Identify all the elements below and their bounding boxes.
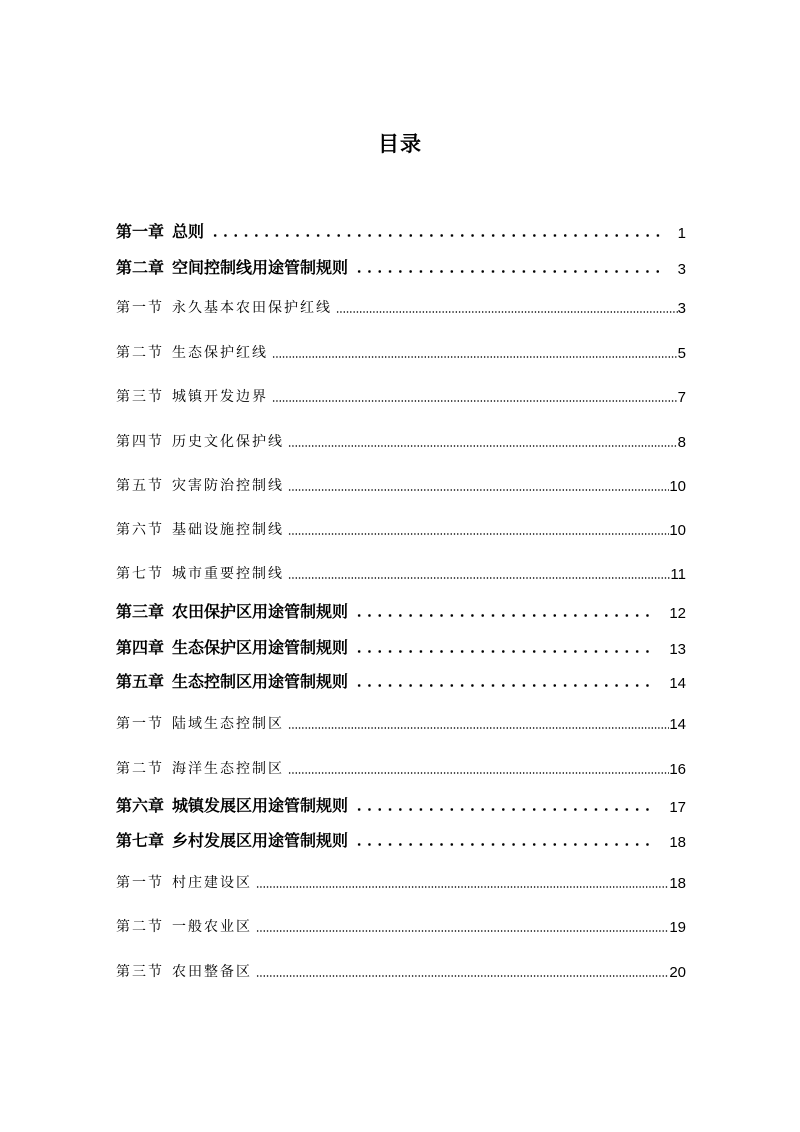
toc-entry-page: 13 — [669, 641, 686, 658]
toc-entry-title: 村庄建设区 — [172, 875, 252, 891]
toc-entry-number: 第四节 — [116, 434, 164, 450]
toc-entry-number: 第四章 — [116, 638, 165, 657]
toc-entry-page: 8 — [677, 434, 686, 451]
toc-entry-section[interactable] — [116, 297, 686, 317]
toc-entry-page: 17 — [669, 799, 686, 816]
toc-entry-label — [116, 475, 284, 495]
toc-entry-page: 10 — [669, 478, 686, 495]
toc-entry-title: 灾害防治控制线 — [172, 478, 284, 494]
dot-leader — [350, 600, 661, 622]
toc-entry-page: 7 — [677, 389, 686, 406]
toc-entry-page: 3 — [677, 261, 686, 278]
toc-entry-title: 陆域生态控制区 — [172, 716, 284, 732]
toc-entry-number: 第一节 — [116, 300, 164, 316]
toc-entry-section[interactable] — [116, 916, 686, 936]
toc-entry-chapter[interactable] — [116, 220, 686, 242]
toc-entry-page: 3 — [677, 300, 686, 317]
toc-entry-number: 第一节 — [116, 716, 164, 732]
toc-entry-title: 基础设施控制线 — [172, 522, 284, 538]
toc-entry-chapter[interactable] — [116, 794, 686, 816]
dot-leader — [350, 794, 661, 816]
dot-leader — [336, 297, 678, 317]
toc-entry-number: 第五章 — [116, 672, 165, 691]
toc-entry-number: 第七章 — [116, 831, 165, 850]
toc-entry-number: 第二节 — [116, 919, 164, 935]
toc-entry-number: 第六章 — [116, 796, 165, 815]
toc-entry-title: 永久基本农田保护红线 — [172, 300, 332, 316]
toc-entry-title: 生态控制区用途管制规则 — [172, 672, 349, 691]
toc-entry-page: 18 — [669, 875, 686, 892]
toc-entry-title: 海洋生态控制区 — [172, 761, 284, 777]
toc-entry-title: 生态保护区用途管制规则 — [172, 638, 349, 657]
toc-entry-title: 城市重要控制线 — [172, 566, 284, 582]
toc-entry-label — [116, 219, 204, 242]
toc-entry-title: 城镇开发边界 — [172, 389, 268, 405]
toc-entry-number: 第三节 — [116, 964, 164, 980]
toc-entry-chapter[interactable] — [116, 256, 686, 278]
toc-entry-title: 历史文化保护线 — [172, 434, 284, 450]
toc-entry-number: 第一节 — [116, 875, 164, 891]
toc-entry-number: 第五节 — [116, 478, 164, 494]
toc-entry-title: 空间控制线用途管制规则 — [172, 258, 349, 277]
toc-entry-number: 第七节 — [116, 566, 164, 582]
dot-leader — [272, 342, 678, 362]
dot-leader — [288, 563, 670, 583]
toc-entry-number: 第三章 — [116, 602, 165, 621]
toc-entry-page: 14 — [669, 716, 686, 733]
toc-entry-label — [116, 713, 284, 733]
toc-entry-page: 20 — [669, 964, 686, 981]
dot-leader — [288, 475, 669, 495]
toc-entry-number: 第二节 — [116, 345, 164, 361]
toc-entry-section[interactable] — [116, 431, 686, 451]
toc-entry-label — [116, 519, 284, 539]
toc-entry-section[interactable] — [116, 342, 686, 362]
toc-entry-section[interactable] — [116, 563, 686, 583]
toc-entry-section[interactable] — [116, 519, 686, 539]
toc-entry-number: 第三节 — [116, 389, 164, 405]
dot-leader — [288, 519, 669, 539]
toc-entry-section[interactable] — [116, 758, 686, 778]
toc-entry-title: 总则 — [172, 222, 205, 241]
toc-entry-label — [116, 758, 284, 778]
toc-entry-chapter[interactable] — [116, 670, 686, 692]
toc-entry-label — [116, 828, 348, 851]
toc-entry-chapter[interactable] — [116, 636, 686, 658]
toc-entry-title: 一般农业区 — [172, 919, 252, 935]
toc-entry-label — [116, 669, 348, 692]
toc-entry-section[interactable] — [116, 961, 686, 981]
toc-entry-label — [116, 599, 348, 622]
toc-entry-section[interactable] — [116, 475, 686, 495]
toc-entry-page: 5 — [677, 345, 686, 362]
toc-entry-label — [116, 342, 268, 362]
dot-leader — [350, 636, 661, 658]
toc-entry-section[interactable] — [116, 872, 686, 892]
toc-entry-label — [116, 793, 348, 816]
toc-entry-page: 16 — [669, 761, 686, 778]
toc-entry-label — [116, 872, 252, 892]
toc-entry-label — [116, 961, 252, 981]
toc-entry-chapter[interactable] — [116, 829, 686, 851]
dot-leader — [288, 758, 669, 778]
toc-entry-chapter[interactable] — [116, 600, 686, 622]
toc-entry-label — [116, 255, 348, 278]
dot-leader — [288, 713, 669, 733]
toc-entry-number: 第一章 — [116, 222, 165, 241]
toc-entry-label — [116, 297, 332, 317]
toc-entry-title: 城镇发展区用途管制规则 — [172, 796, 349, 815]
dot-leader — [206, 220, 670, 242]
toc-entry-section[interactable] — [116, 386, 686, 406]
dot-leader — [350, 256, 670, 278]
toc-entry-page: 14 — [669, 675, 686, 692]
toc-entry-number: 第六节 — [116, 522, 164, 538]
dot-leader — [256, 872, 669, 892]
dot-leader — [350, 670, 661, 692]
toc-entry-page: 12 — [669, 605, 686, 622]
toc-entry-title: 农田整备区 — [172, 964, 252, 980]
toc-entry-page: 1 — [677, 225, 686, 242]
dot-leader — [288, 431, 678, 451]
dot-leader — [272, 386, 678, 406]
toc-entry-page: 19 — [669, 919, 686, 936]
toc-entry-page: 10 — [669, 522, 686, 539]
toc-entry-label — [116, 563, 284, 583]
toc-entry-number: 第二节 — [116, 761, 164, 777]
toc-entry-page: 18 — [669, 834, 686, 851]
toc-entry-title: 乡村发展区用途管制规则 — [172, 831, 349, 850]
toc-entry-label — [116, 916, 252, 936]
page-title: 目录 — [378, 132, 422, 156]
toc-entry-label — [116, 386, 268, 406]
dot-leader — [350, 829, 661, 851]
toc-entry-label — [116, 635, 348, 658]
toc-entry-number: 第二章 — [116, 258, 165, 277]
toc-entry-label — [116, 431, 284, 451]
dot-leader — [256, 916, 669, 936]
dot-leader — [256, 961, 669, 981]
toc-entry-title: 农田保护区用途管制规则 — [172, 602, 349, 621]
toc-entry-title: 生态保护红线 — [172, 345, 268, 361]
toc-entry-section[interactable] — [116, 713, 686, 733]
toc-entry-page: 11 — [670, 566, 686, 583]
